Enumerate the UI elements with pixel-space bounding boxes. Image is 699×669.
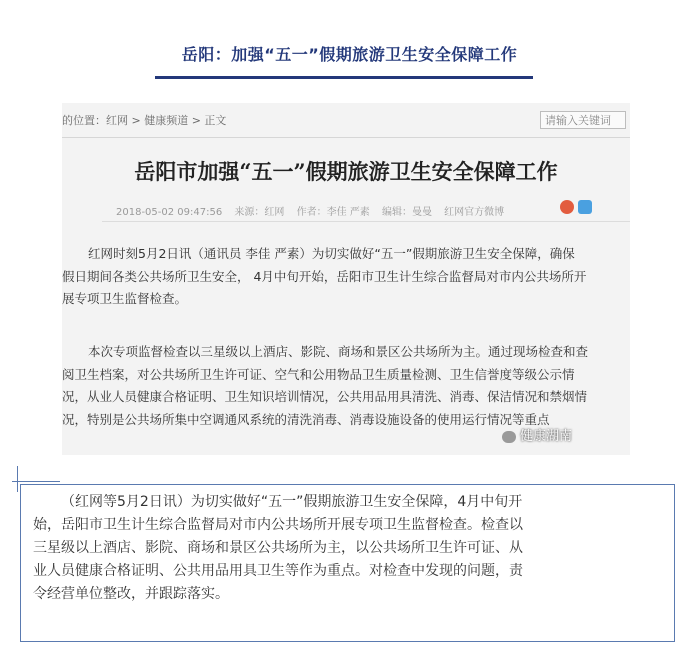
weibo-link[interactable]: 红网官方微博	[444, 207, 505, 218]
summary-line: 令经营单位整改，并跟踪落实。	[33, 586, 229, 602]
summary-line: 业人员健康合格证明、公共用品用具卫生等作为重点。对检查中发现的问题，责	[33, 563, 523, 579]
headline: 岳阳：加强“五一”假期旅游卫生安全保障工作	[181, 45, 518, 64]
frame-corner-mark	[12, 481, 60, 482]
paragraph-line: 红网时刻5月2日讯（通讯员 李佳 严素）为切实做好“五一”假期旅游卫生安全保障，确保	[88, 246, 575, 261]
paragraph-line: 展专项卫生监督检查。	[62, 291, 188, 306]
summary-line: （红网等5月2日讯）为切实做好“五一”假期旅游卫生安全保障，4月中旬开	[61, 494, 523, 510]
article-screenshot	[62, 103, 630, 455]
divider	[62, 137, 630, 138]
paragraph-line: 况，特别是公共场所集中空调通风系统的清洗消毒、消毒设施设备的使用运行情况等重点	[62, 411, 550, 427]
publish-datetime: 2018-05-02 09:47:56	[116, 207, 223, 218]
share-icons	[560, 199, 596, 218]
article-source: 来源：红网	[234, 207, 285, 218]
article-editor: 编辑：曼曼	[381, 207, 432, 218]
article-author: 作者：李佳 严素	[296, 207, 370, 218]
article-meta	[116, 203, 513, 218]
paragraph-line: 况，从业人员健康合格证明、卫生知识培训情况，公共用品用具清洗、消毒、保洁情况和禁烟情	[62, 389, 588, 404]
qzone-icon[interactable]	[578, 200, 592, 214]
article-paragraph-1	[62, 243, 630, 311]
headline-underline	[155, 76, 533, 79]
watermark	[502, 425, 572, 444]
paragraph-line: 本次专项监督检查以三星级以上酒店、影院、商场和景区公共场所为主。通过现场检查和查	[88, 344, 589, 359]
article-paragraph-2	[62, 341, 630, 431]
frame-corner-mark	[17, 466, 18, 492]
summary-line: 三星级以上酒店、影院、商场和景区公共场所为主，以公共场所卫生许可证、从	[33, 540, 523, 556]
weibo-icon[interactable]	[560, 200, 574, 214]
paragraph-line: 假日期间各类公共场所卫生安全， 4月中旬开始，岳阳市卫生计生综合监督局对市内公共场所开	[62, 268, 587, 284]
divider	[102, 221, 630, 222]
paragraph-line: 阅卫生档案，对公共场所卫生许可证、空气和公用物品卫生质量检测、卫生信誉度等级公示情	[62, 366, 575, 382]
summary-line: 始，岳阳市卫生计生综合监督局对市内公共场所开展专项卫生监督检查。检查以	[33, 517, 523, 533]
breadcrumb: 的位置：红网 > 健康频道 > 正文	[62, 114, 227, 127]
article-title: 岳阳市加强“五一”假期旅游卫生安全保障工作	[134, 159, 558, 184]
search-input[interactable]: 请输入关键词	[540, 111, 626, 129]
summary-text	[33, 491, 663, 606]
watermark-text: 健康湖南	[520, 429, 573, 444]
wechat-icon	[502, 431, 516, 443]
